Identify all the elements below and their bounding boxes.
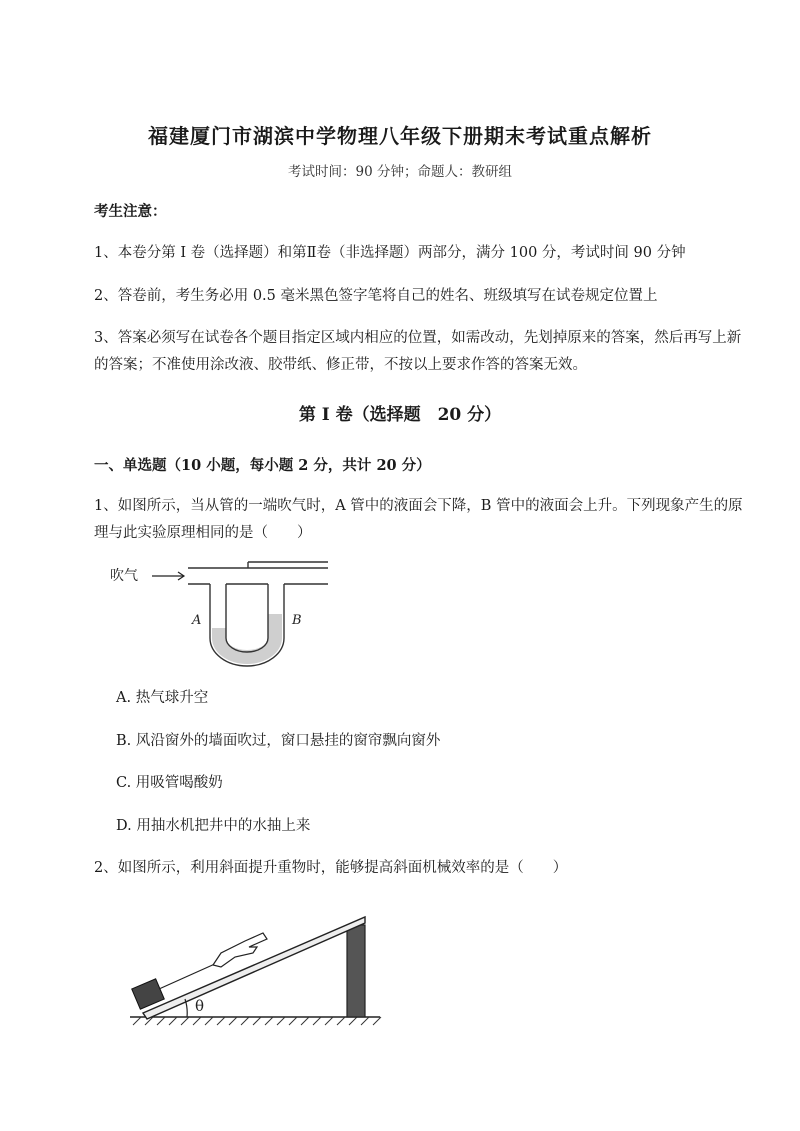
tube-b-label: B bbox=[292, 613, 302, 628]
option-a: A. 热气球升空 bbox=[116, 690, 209, 706]
question-2-stem: 2、如图所示，利用斜面提升重物时，能够提高斜面机械效率的是（ ） bbox=[94, 860, 568, 876]
notice-item-3: 3、答案必须写在试卷各个题目指定区域内相应的位置，如需改动，先划掉原来的答案，然后再写上新的答案；不准使用涂改液、胶带纸、修正带，不按以上要求作答的答案无效。 bbox=[94, 330, 742, 373]
angle-label: θ bbox=[195, 997, 205, 1015]
u-tube-figure bbox=[110, 558, 350, 668]
tube-a-label: A bbox=[192, 613, 202, 628]
weight-block bbox=[132, 979, 165, 1009]
page-title: 福建厦门市湖滨中学物理八年级下册期末考试重点解析 bbox=[148, 124, 652, 148]
blow-label: 吹气 bbox=[110, 568, 138, 584]
notice-heading: 考生注意： bbox=[94, 203, 167, 220]
question-1-stem: 1、如图所示，当从管的一端吹气时，A 管中的液面会下降，B 管中的液面会上升。下列现象产生的原理与此实验原理相同的是（ ） bbox=[94, 498, 743, 541]
option-d: D. 用抽水机把井中的水抽上来 bbox=[116, 818, 311, 834]
notice-item-2: 2、答卷前，考生务必用 0.5 毫米黑色签字笔将自己的姓名、班级填写在试卷规定位置上 bbox=[94, 288, 658, 304]
exam-info: 考试时间：90 分钟；命题人：教研组 bbox=[288, 164, 512, 180]
liquid bbox=[212, 614, 282, 664]
incline-figure bbox=[125, 895, 395, 1035]
ground-hatch bbox=[133, 1017, 381, 1025]
support-post bbox=[347, 925, 365, 1017]
incline-board bbox=[143, 917, 365, 1019]
notice-item-1: 1、本卷分第 I 卷（选择题）和第Ⅱ卷（非选择题）两部分，满分 100 分，考试时间 90 分钟 bbox=[94, 245, 686, 261]
part-heading: 一、单选题（10 小题，每小题 2 分，共计 20 分） bbox=[94, 457, 431, 474]
arrow-icon bbox=[152, 572, 184, 580]
section-title: 第 I 卷（选择题 20 分） bbox=[298, 405, 502, 425]
hand-icon bbox=[213, 933, 267, 967]
option-b: B. 风沿窗外的墙面吹过，窗口悬挂的窗帘飘向窗外 bbox=[116, 733, 441, 749]
option-c: C. 用吸管喝酸奶 bbox=[116, 775, 223, 791]
